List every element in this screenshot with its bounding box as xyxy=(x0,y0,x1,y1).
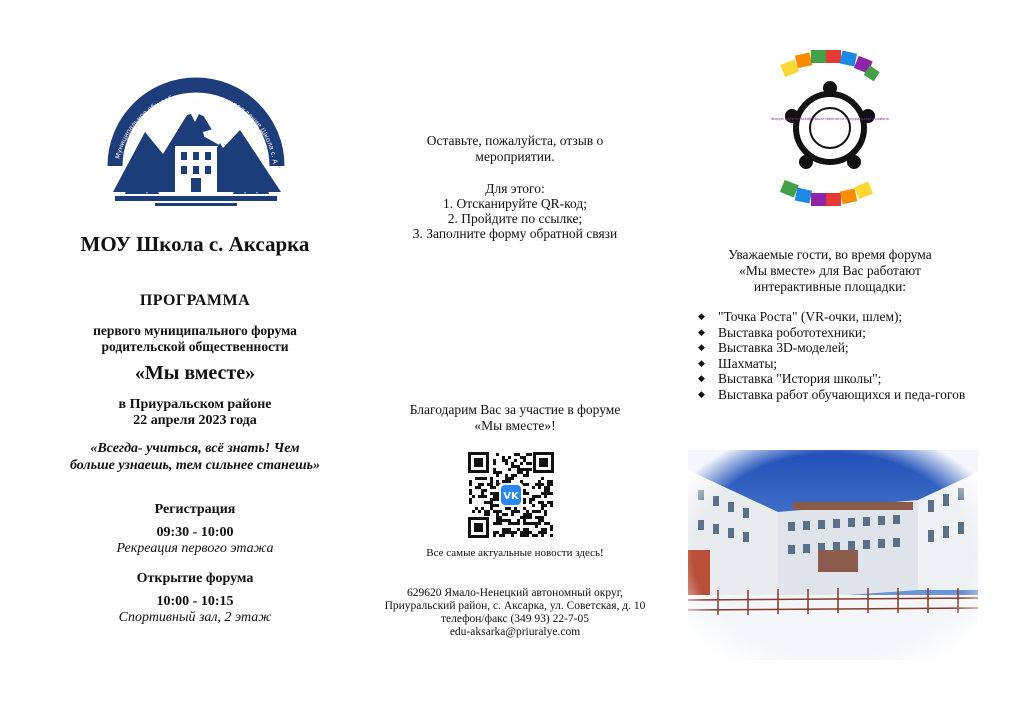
list-item: ◆ "Точка Роста" (VR-очки, шлем); xyxy=(698,309,968,325)
forum-region-date: в Приуральском районе 22 апреля 2023 года xyxy=(118,397,272,428)
school-logo xyxy=(105,62,287,210)
motto: «Всегда- учиться, всё знать! Чем больше узнаешь, тем сильнее станешь» xyxy=(69,441,321,473)
schedule-registration-title: Регистрация xyxy=(154,502,236,517)
feedback-step: 3. Заполните форму обратной связи xyxy=(412,226,618,241)
venues-list xyxy=(698,309,968,402)
email-link[interactable]: edu-aksarka@priuralye.com xyxy=(449,626,581,638)
news-caption: Все самые актуальные новости здесь! xyxy=(426,547,604,559)
feedback-step: 1. Отсканируйте QR-код; xyxy=(442,196,588,211)
left-panel xyxy=(40,0,350,723)
forum-logo-text: Форум родительской общественности Приуральского района xyxy=(771,117,889,121)
forum-logo xyxy=(771,48,889,208)
schedule-opening-place: Спортивный зал, 2 этаж xyxy=(118,610,272,625)
right-panel xyxy=(680,0,980,723)
feedback-steps: Для этого: 1. Отсканируйте QR-код; 2. Пройдите по ссылке; 3. Заполните форму обратной связи xyxy=(355,181,675,241)
vk-icon: VK xyxy=(503,491,519,502)
puzzle-arc-top-icon xyxy=(780,50,880,81)
guests-intro: Уважаемые гости, во время форума «Мы вместе» для Вас работают интерактивные площадки: xyxy=(728,247,932,294)
logo-arc-text: Муниципальное общеобразовательное учреждение Школа с. А xyxy=(113,90,280,165)
school-title: МОУ Школа с. Аксарка xyxy=(80,232,310,256)
feedback-request: Оставьте, пожалуйста, отзыв о мероприятии. xyxy=(426,133,604,164)
list-item: ◆ Выставка "История школы"; xyxy=(698,371,968,387)
schedule-registration-time: 09:30 - 10:00 xyxy=(156,525,234,540)
contact-address: 629620 Ямало-Ненецкий автономный округ, Приуральский район, с. Аксарка, ул. Советская, д. 10 телефон/факс (349 93) 22-7-05 edu-aksarka@priuralye.com xyxy=(355,587,675,639)
schedule-opening-time: 10:00 - 10:15 xyxy=(156,594,234,609)
qr-code[interactable] xyxy=(468,452,554,538)
people-circle-icon xyxy=(785,81,875,169)
list-item: ◆ Выставка робототехники; xyxy=(698,325,968,341)
list-item: ◆ Шахматы; xyxy=(698,356,968,372)
feedback-step: 2. Пройдите по ссылке; xyxy=(447,211,583,226)
list-item: ◆ Выставка работ обучающихся и педа-гогов xyxy=(698,387,968,403)
program-title: ПРОГРАММА xyxy=(139,292,251,309)
schedule-registration-place: Рекреация первого этажа xyxy=(116,541,274,556)
puzzle-arc-bottom-icon xyxy=(780,180,873,206)
schedule-opening-title: Открытие форума xyxy=(136,571,254,586)
school-building-photo xyxy=(688,450,978,660)
list-item: ◆ Выставка 3D-моделей; xyxy=(698,340,968,356)
thanks-message: Благодарим Вас за участие в форуме «Мы вместе»! xyxy=(409,402,621,433)
forum-subtitle: первого муниципального форума родительской общественности xyxy=(93,323,297,354)
middle-panel xyxy=(355,0,675,723)
forum-name: «Мы вместе» xyxy=(134,362,256,384)
